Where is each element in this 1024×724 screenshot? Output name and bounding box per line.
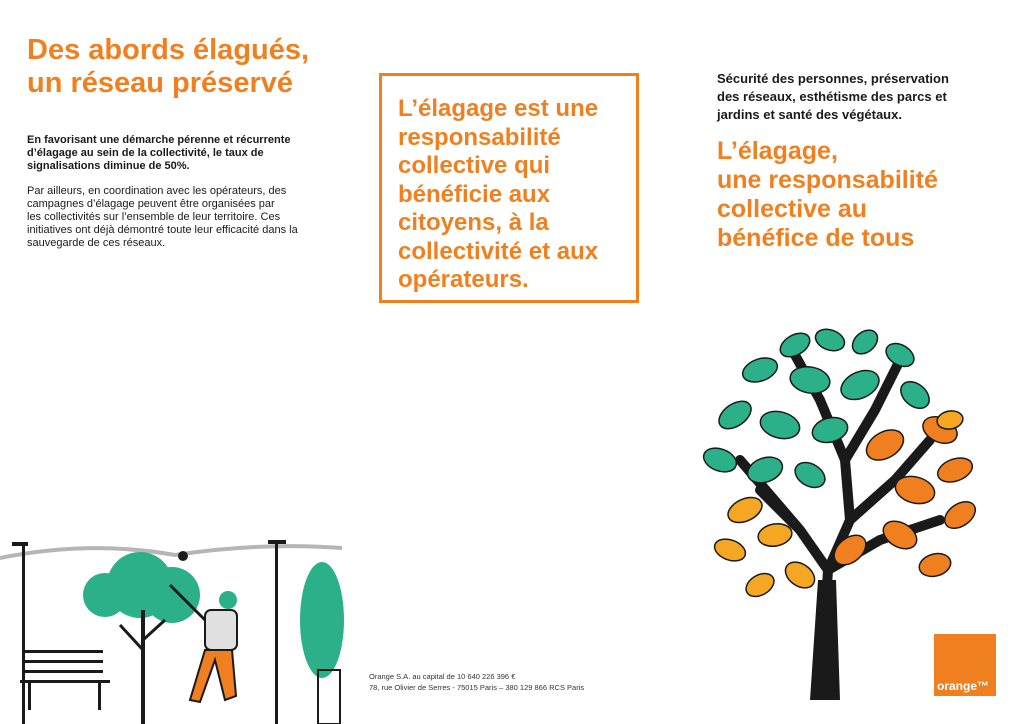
right-intro: [717, 70, 987, 124]
left-title-line1: Des abords élagués,: [27, 34, 310, 66]
legal-footer: [369, 671, 584, 693]
right-title-line: collective au: [717, 195, 868, 223]
footer-line: Orange S.A. au capital de 10 640 226 396 €: [369, 672, 516, 681]
left-title-line2: un réseau préservé: [27, 67, 293, 99]
cable-line: [0, 546, 342, 558]
quote-line: citoyens, à la: [398, 209, 549, 236]
intro-line: Sécurité des personnes, préservation: [717, 71, 949, 86]
right-title-line: L’élagage,: [717, 137, 838, 165]
logo-text: orange™: [937, 679, 990, 693]
lead-line: d’élagage au sein de la collectivité, le taux de: [27, 147, 264, 159]
right-title-line: une responsabilité: [717, 166, 938, 194]
body-line: initiatives ont déjà démontré toute leur efficacité dans la: [27, 224, 298, 236]
left-lead-paragraph: [27, 134, 327, 173]
intro-line: des réseaux, esthétisme des parcs et: [717, 89, 947, 104]
footer-line: 78, rue Olivier de Serres - 75015 Paris – 380 129 866 RCS Paris: [369, 683, 585, 692]
left-body-paragraph: [27, 185, 327, 250]
orange-logo: [934, 634, 996, 696]
left-title: [27, 34, 357, 100]
quote-line: opérateurs.: [398, 266, 529, 293]
body-line: les collectivités sur l’ensemble de leur territoire. Ces: [27, 211, 281, 223]
teal-leaves: [700, 325, 934, 492]
right-title-line: bénéfice de tous: [717, 224, 915, 252]
quote-line: collectivité et aux: [398, 237, 599, 265]
intro-line: jardins et santé des végétaux.: [717, 107, 902, 122]
right-title: [717, 137, 1007, 253]
quote-line: responsabilité: [398, 123, 561, 151]
body-line: Par ailleurs, en coordination avec les opérateurs, des: [27, 185, 287, 197]
park-pruning-illustration: [0, 530, 345, 724]
quote-line: L’élagage est une: [398, 95, 599, 122]
bench-icon: [20, 650, 110, 710]
bird-icon: [178, 551, 188, 561]
lead-line: signalisations diminue de 50%.: [27, 160, 190, 172]
quote-line: collective qui: [398, 152, 551, 179]
lead-line: En favorisant une démarche pérenne et récurrente: [27, 134, 291, 146]
utility-pole: [275, 542, 278, 724]
pull-quote: [398, 95, 630, 295]
utility-pole: [22, 544, 25, 724]
cypress-tree: [300, 562, 344, 678]
body-line: sauvegarde de ces réseaux.: [27, 237, 166, 249]
quote-line: bénéficie aux: [398, 180, 551, 208]
body-line: campagnes d’élagage peuvent être organisées par: [27, 198, 275, 210]
